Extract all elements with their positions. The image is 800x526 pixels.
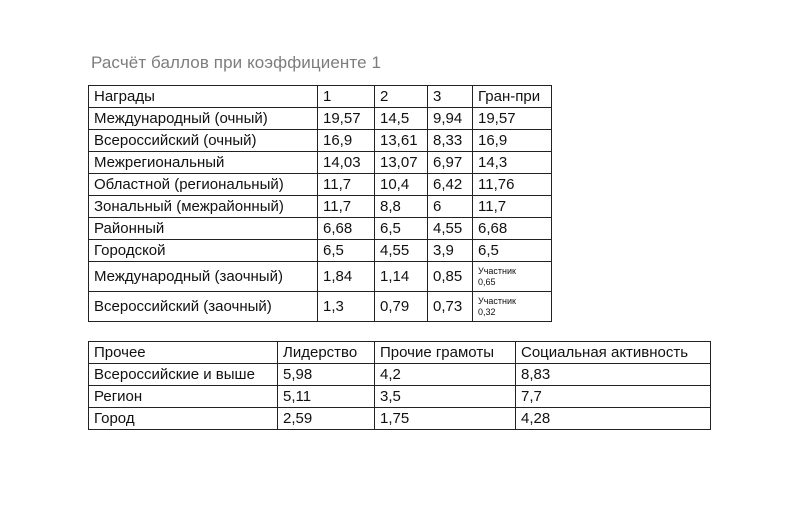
- score-cell: 4,2: [375, 364, 516, 386]
- score-cell: 14,03: [318, 152, 375, 174]
- award-name-cell: Городской: [89, 240, 318, 262]
- header-cell: Прочие грамоты: [375, 342, 516, 364]
- category-cell: Регион: [89, 386, 278, 408]
- score-cell: 7,7: [516, 386, 711, 408]
- score-cell: 6,42: [428, 174, 473, 196]
- score-cell: 1,84: [318, 262, 375, 292]
- award-name-cell: Областной (региональный): [89, 174, 318, 196]
- score-cell: 10,4: [375, 174, 428, 196]
- score-cell: 6,68: [318, 218, 375, 240]
- score-cell: 8,8: [375, 196, 428, 218]
- table-row: [89, 240, 552, 262]
- score-cell: 1,3: [318, 292, 375, 322]
- score-cell: 0,73: [428, 292, 473, 322]
- table-row: [89, 152, 552, 174]
- score-cell: 4,55: [375, 240, 428, 262]
- table-row: [89, 364, 711, 386]
- score-cell: 4,28: [516, 408, 711, 430]
- table-row: [89, 262, 552, 292]
- score-cell: 1,75: [375, 408, 516, 430]
- awards-table: [88, 85, 552, 322]
- header-cell: 2: [375, 86, 428, 108]
- award-name-cell: Международный (заочный): [89, 262, 318, 292]
- score-cell: 4,55: [428, 218, 473, 240]
- score-cell: 3,9: [428, 240, 473, 262]
- score-cell: 19,57: [473, 108, 552, 130]
- score-cell: 11,76: [473, 174, 552, 196]
- table-row: [89, 174, 552, 196]
- score-cell: 0,85: [428, 262, 473, 292]
- award-name-cell: Всероссийский (заочный): [89, 292, 318, 322]
- score-cell: 8,33: [428, 130, 473, 152]
- table-row: [89, 218, 552, 240]
- participant-value: 0,32: [478, 306, 496, 317]
- award-name-cell: Международный (очный): [89, 108, 318, 130]
- score-cell: 13,07: [375, 152, 428, 174]
- award-name-cell: Всероссийский (очный): [89, 130, 318, 152]
- score-cell: 14,5: [375, 108, 428, 130]
- score-cell: 1,14: [375, 262, 428, 292]
- header-cell: Награды: [89, 86, 318, 108]
- score-cell: 9,94: [428, 108, 473, 130]
- award-name-cell: Районный: [89, 218, 318, 240]
- score-cell: 6,68: [473, 218, 552, 240]
- score-cell: 13,61: [375, 130, 428, 152]
- page-title: Расчёт баллов при коэффициенте 1: [91, 53, 382, 72]
- score-cell: 16,9: [318, 130, 375, 152]
- table-row: [89, 386, 711, 408]
- header-cell: 1: [318, 86, 375, 108]
- table-row: [89, 130, 552, 152]
- participant-label: Участник: [478, 295, 516, 306]
- score-cell: 6,97: [428, 152, 473, 174]
- participant-value: 0,65: [478, 276, 496, 287]
- award-name-cell: Межрегиональный: [89, 152, 318, 174]
- header-cell: Лидерство: [278, 342, 375, 364]
- award-name-cell: Зональный (межрайонный): [89, 196, 318, 218]
- header-cell: Гран-при: [473, 86, 552, 108]
- score-cell: 6,5: [473, 240, 552, 262]
- score-cell: 6,5: [375, 218, 428, 240]
- score-cell: 2,59: [278, 408, 375, 430]
- score-cell: 3,5: [375, 386, 516, 408]
- score-cell: 6,5: [318, 240, 375, 262]
- score-cell: 11,7: [318, 174, 375, 196]
- score-cell: 5,98: [278, 364, 375, 386]
- score-cell: 11,7: [318, 196, 375, 218]
- table-row: [89, 292, 552, 322]
- participant-score-cell: [473, 262, 552, 292]
- header-cell: Социальная активность: [516, 342, 711, 364]
- table-row: [89, 196, 552, 218]
- score-cell: 6: [428, 196, 473, 218]
- header-cell: Прочее: [89, 342, 278, 364]
- category-cell: Город: [89, 408, 278, 430]
- table-header-row: [89, 342, 711, 364]
- score-cell: 16,9: [473, 130, 552, 152]
- score-cell: 8,83: [516, 364, 711, 386]
- table-header-row: [89, 86, 552, 108]
- other-table: [88, 341, 711, 430]
- score-cell: 11,7: [473, 196, 552, 218]
- participant-score-cell: [473, 292, 552, 322]
- participant-label: Участник: [478, 265, 516, 276]
- score-cell: 0,79: [375, 292, 428, 322]
- category-cell: Всероссийские и выше: [89, 364, 278, 386]
- table-row: [89, 108, 552, 130]
- table-row: [89, 408, 711, 430]
- score-cell: 5,11: [278, 386, 375, 408]
- score-cell: 19,57: [318, 108, 375, 130]
- header-cell: 3: [428, 86, 473, 108]
- score-cell: 14,3: [473, 152, 552, 174]
